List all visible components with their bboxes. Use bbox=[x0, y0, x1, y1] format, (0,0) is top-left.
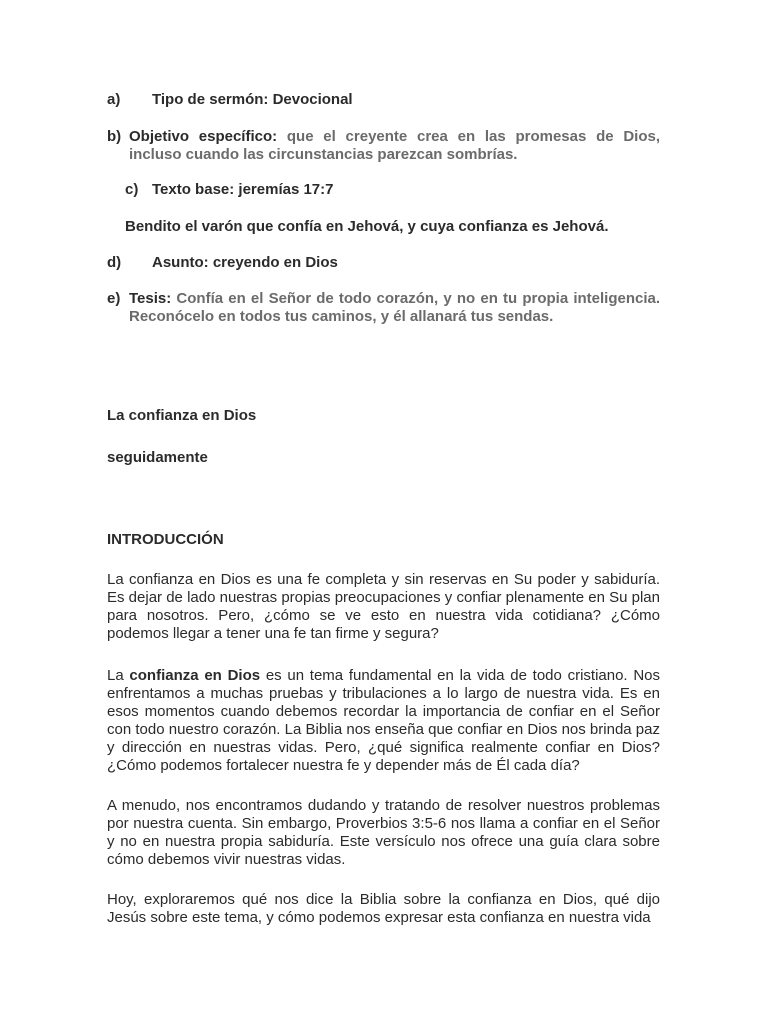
base-verse: Bendito el varón que confía en Jehová, y cuya confianza es Jehová. bbox=[125, 218, 609, 235]
item-b bbox=[129, 128, 660, 164]
item-c bbox=[125, 181, 334, 199]
item-a-marker: a) bbox=[107, 91, 121, 108]
intro-p2-start: La bbox=[107, 667, 124, 684]
item-e-text: Confía en el Señor de todo corazón, y no en tu propia inteligencia. Reconócelo en todos tus caminos, y él allanará tus sendas. bbox=[129, 290, 661, 325]
item-c-text: Texto base: jeremías 17:7 bbox=[152, 181, 334, 198]
item-b-marker: b) bbox=[107, 128, 122, 145]
item-b-label: Objetivo específico: bbox=[129, 128, 278, 145]
item-c-marker: c) bbox=[125, 181, 139, 198]
section-title: La confianza en Dios bbox=[107, 407, 257, 424]
item-e-marker: e) bbox=[107, 290, 121, 307]
item-e bbox=[129, 290, 660, 326]
item-d-text: Asunto: creyendo en Dios bbox=[152, 254, 338, 271]
item-d-marker: d) bbox=[107, 254, 122, 271]
section-subtitle: seguidamente bbox=[107, 449, 208, 466]
intro-paragraph-4: Hoy, exploraremos qué nos dice la Biblia sobre la confianza en Dios, qué dijo Jesús sobre este tema, y cómo podemos expresar esta confianza en nuestra vida bbox=[107, 891, 660, 926]
item-a-text: Tipo de sermón: Devocional bbox=[152, 91, 353, 108]
introduction-heading: INTRODUCCIÓN bbox=[107, 531, 224, 548]
item-e-label: Tesis: bbox=[129, 290, 172, 307]
item-d bbox=[107, 254, 338, 272]
intro-paragraph-2 bbox=[107, 667, 660, 775]
intro-paragraph-1: La confianza en Dios es una fe completa y sin reservas en Su poder y sabiduría. Es dejar de lado nuestras propias preocupaciones y confiar plenamente en Su plan para nosotros. Pero, ¿cómo se ve esto en nuestra vida cotidiana? ¿Cómo podemos llegar a tener una fe tan firme y segura? bbox=[107, 571, 660, 642]
intro-p2-rest: es un tema fundamental en la vida de todo cristiano. Nos enfrentamos a muchas pruebas y tribulaciones a lo largo de nuestra vida. Es en esos momentos cuando debemos recordar la importancia de confiar en el Señor con todo nuestro corazón. La Biblia nos enseña que confiar en Dios nos brinda paz y dirección en nuestras vidas. Pero, ¿qué significa realmente confiar en Dios? ¿Cómo podemos fortalecer nuestra fe y depender más de Él cada día? bbox=[107, 667, 660, 774]
intro-p2-bold: confianza en Dios bbox=[129, 667, 261, 684]
intro-paragraph-3: A menudo, nos encontramos dudando y tratando de resolver nuestros problemas por nuestra cuenta. Sin embargo, Proverbios 3:5-6 nos llama a confiar en el Señor y no en nuestra propia sabiduría. Este versículo nos ofrece una guía clara sobre cómo debemos vivir nuestras vidas. bbox=[107, 797, 660, 868]
item-b-text: que el creyente crea en las promesas de Dios, incluso cuando las circunstancias parezcan sombrías. bbox=[129, 128, 660, 163]
